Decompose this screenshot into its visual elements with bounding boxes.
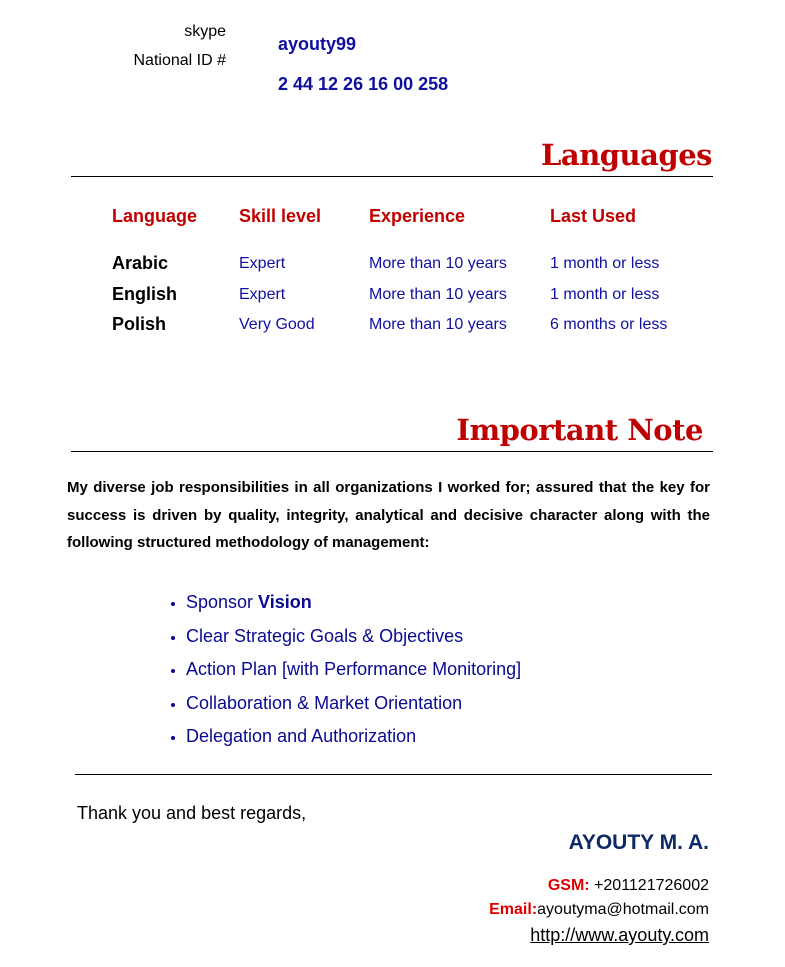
language-name: Arabic: [112, 253, 169, 273]
last-used: 1 month or less: [550, 286, 660, 303]
divider: [75, 774, 712, 775]
col-last-used: Last Used: [550, 206, 637, 226]
signature-name: AYOUTY M. A.: [568, 831, 709, 854]
gsm-line: [548, 877, 709, 895]
item-emphasis: Vision: [258, 592, 312, 612]
experience: More than 10 years: [369, 255, 507, 272]
language-name: Polish: [112, 314, 167, 334]
col-language: Language: [112, 206, 198, 226]
note-text: My diverse job responsibilities in all organizations I worked for; assured that the key for success is driven by quality, integrity, analytical and decisive character along with the following structured methodology of management:: [67, 479, 710, 551]
list-item: • Action Plan [with Performance Monitoring]: [186, 655, 521, 689]
list-item: [186, 588, 521, 622]
national-id-label: National ID #: [133, 52, 226, 69]
skill-level: Very Good: [239, 316, 315, 333]
gsm-value: +201121726002: [589, 877, 709, 894]
skill-level: Expert: [239, 255, 286, 272]
experience: More than 10 years: [369, 286, 507, 303]
languages-heading: Languages: [541, 138, 712, 172]
skill-level: Expert: [239, 286, 286, 303]
skype-label: skype: [184, 23, 226, 40]
col-experience: Experience: [369, 206, 466, 226]
regards: Thank you and best regards,: [77, 803, 307, 823]
list-item: • Collaboration & Market Orientation: [186, 689, 521, 723]
website-link[interactable]: http://www.ayouty.com: [530, 925, 709, 945]
gsm-label: GSM:: [547, 877, 590, 894]
skype-value: ayouty99: [278, 34, 357, 54]
experience: More than 10 years: [369, 316, 507, 333]
list-item: • Delegation and Authorization: [186, 722, 521, 756]
national-id-value: 2 44 12 26 16 00 258: [278, 74, 449, 94]
item-text: Sponsor: [186, 592, 259, 612]
col-skill: Skill level: [239, 206, 322, 226]
email-label: Email:: [489, 901, 538, 918]
divider: [71, 451, 713, 452]
last-used: 6 months or less: [550, 316, 668, 333]
divider: [71, 176, 713, 177]
note-heading: Important Note: [456, 413, 703, 447]
methodology-list: [150, 588, 521, 756]
last-used: 1 month or less: [550, 255, 660, 272]
email-line: [489, 901, 709, 919]
language-name: English: [112, 284, 178, 304]
list-item: • Clear Strategic Goals & Objectives: [186, 622, 521, 656]
email-value[interactable]: ayoutyma@hotmail.com: [537, 901, 709, 918]
